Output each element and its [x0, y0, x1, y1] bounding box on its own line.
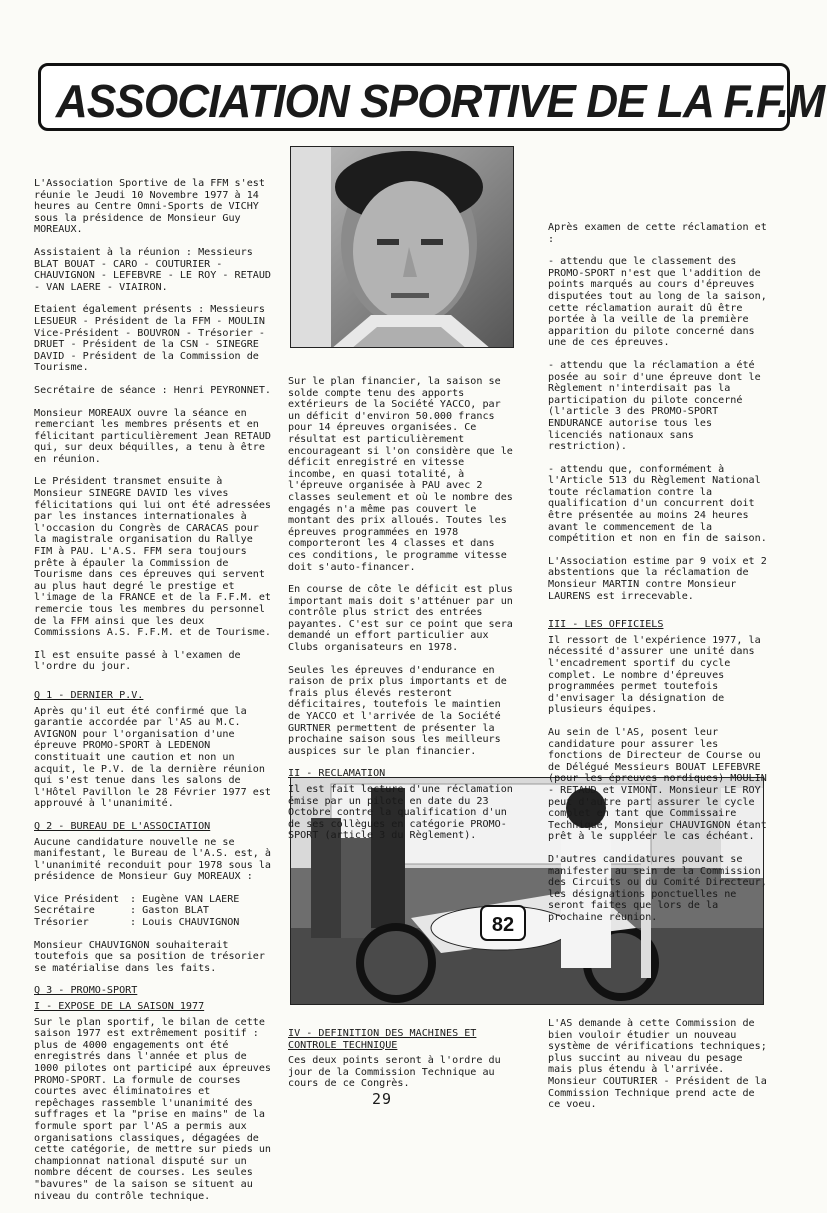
paragraph: Secrétaire de séance : Henri PEYRONNET.	[34, 384, 272, 396]
page-number: 29	[372, 1090, 393, 1108]
paragraph: Sur le plan sportif, le bilan de cette saison 1977 est extrêmement positif : plus de 4000 engagements ont été enregistrés dans l'année et plus de 1000 pilotes ont participé aux épreuves PROMO-SPORT. La formule de courses courtes avec éliminatoires et repêchages rassemble l'unanimité des suffrages et la "prise en mains" de la formule sport par l'AS a permis aux organisations classiques, dégagées de cette catégorie, de mettre sur pieds un championnat national disputé sur un nombre décent de courses. Les seules "bavures" de la saison se situent au niveau du contrôle technique.	[34, 1016, 272, 1202]
paragraph: Ces deux points seront à l'ordre du jour de la Commission Technique au cours de ce Congrès.	[288, 1055, 501, 1090]
paragraph: Il ressort de l'expérience 1977, la nécessité d'assurer une unité dans l'encadrement sportif du cycle complet. Le nombre d'épreuves programmées permet toutefois d'envisager la désignation de plusieurs équipes.	[548, 634, 761, 716]
paragraph: D'autres candidatures pouvant se manifester au sein de la Commission des Circuits ou du Comité Directeur, les désignations ponctuelles ne seront faites que lors de la prochaine réunion.	[548, 853, 767, 923]
paragraph: Au sein de l'AS, posent leur candidature pour assurer les fonctions de Directeur de Course ou de Délégué Messieurs BOUAT LEFEBVRE (pour les épreuves nordiques) MOULIN - RETAUD et VIMONT. Monsieur LE ROY peut d'autre part assurer le cycle complet en tant que Commissaire Technique, Monsieur CHAUVIGNON étant prêt à le suppléer le cas échéant.	[548, 726, 767, 843]
section-heading: Q 2 - BUREAU DE L'ASSOCIATION	[34, 820, 211, 832]
paragraph: Après examen de cette réclamation et :	[548, 222, 767, 245]
section-heading: II - RECLAMATION	[288, 768, 386, 780]
paragraph: Après qu'il eut été confirmé que la garantie accordée par l'AS au M.C. AVIGNON pour l'organisation d'une épreuve PROMO-SPORT à LEDENON constituait une caution et non un acquit, le P.V. de la dernière réunion qui s'est tenue dans les salons de l'Hôtel Pavillon le 28 Février 1977 est approuvé à l'unanimité.	[34, 705, 272, 810]
role-row: Secrétaire : Gaston BLAT	[34, 905, 210, 917]
section-heading: IV - DEFINITION DES MACHINES ET CONTROLE TECHNIQUE	[288, 1028, 477, 1051]
section-heading: III - LES OFFICIELS	[548, 619, 664, 631]
paragraph: Sur le plan financier, la saison se solde compte tenu des apports extérieurs de la Société YACCO, par un déficit d'environ 50.000 francs pour 14 épreuves organisées. Ce résultat est particulièrement encourageant si l'on considère que le déficit enregistré en vitesse incombe, en quasi totalité, à l'épreuve organisée à PAU avec 2 classes seulement et où le nombre des engagés n'a même pas couvert le montant des prix alloués. Toutes les épreuves programmées en 1978 comporteront les 4 classes et dans ces conditions, le programme vitesse doit s'auto-financer.	[288, 376, 513, 573]
paragraph: - attendu que la réclamation a été posée au soir d'une épreuve dont le Règlement n'interdisait pas la participation du pilote concerné (l'article 3 des PROMO-SPORT ENDURANCE autorise tous les licenciés nationaux sans restriction).	[548, 359, 761, 453]
paragraph: L'Association estime par 9 voix et 2 abstentions que la réclamation de Monsieur MARTIN contre Monsieur LAURENS est irrecevable.	[548, 555, 767, 602]
paragraph: Assistaient à la réunion : Messieurs BLAT BOUAT - CARO - COUTURIER - CHAUVIGNON - LEFEBVRE - LE ROY - RETAUD - VAN LAERE - VIAIRON.	[34, 246, 272, 293]
paragraph: Monsieur MOREAUX ouvre la séance en remerciant les membres présents et en félicitant particulièrement Jean RETAUD qui, sur deux béquilles, a tenu à être en réunion.	[34, 407, 272, 465]
section-heading: Q 3 - PROMO-SPORT	[34, 985, 138, 997]
portrait-photo	[290, 146, 514, 348]
column-left	[34, 178, 272, 1213]
paragraph: Il est ensuite passé à l'examen de l'ordre du jour.	[34, 649, 241, 673]
column-middle-lower	[288, 1028, 516, 1101]
paragraph: - attendu que le classement des PROMO-SPORT n'est que l'addition de points marqués au cours d'épreuves disputées tout au long de la saison, cette réclamation aurait dû être portée à la veille de la première apparition du pilote concerné dans une de ces épreuves.	[548, 256, 767, 349]
paragraph: L'AS demande à cette Commission de bien vouloir étudier un nouveau système de vérifications techniques; plus succint au niveau du pesage mais plus étendu à l'arrivée. Monsieur COUTURIER - Président de la Commission Technique prend acte de ce voeu.	[548, 1018, 767, 1111]
title-banner	[38, 63, 825, 131]
paragraph: Aucune candidature nouvelle ne se manifestant, le Bureau de l'A.S. est, à l'unanimité reconduit pour 1978 sous la présidence de Monsieur Guy MOREAUX :	[34, 836, 272, 883]
paragraph: L'Association Sportive de la FFM s'est réunie le Jeudi 10 Novembre 1977 à 14 heures au Centre Omni-Sports de VICHY sous la présidence de Monsieur Guy MOREAUX.	[34, 178, 265, 236]
page-title: ASSOCIATION SPORTIVE DE LA F.F.M	[55, 75, 825, 127]
race-number: 82	[491, 914, 515, 936]
subsection-heading: I - EXPOSE DE LA SAISON 1977	[34, 1001, 205, 1013]
column-middle	[288, 376, 516, 853]
paragraph: Le Président transmet ensuite à Monsieur SINEGRE DAVID les vives félicitations qui lui ont été adressées par les instances internationales à l'occasion du Congrès de CARACAS pour la magistrale organisation du Rallye FIM à PAU. L'A.S. FFM sera toujours prête à épauler la Commission de Tourisme dans ces épreuves qui servent au plus haut degré le prestige et l'image de la FRANCE et de la F.F.M. et remercie tous les membres du personnel de la FFM ainsi que les deux Commissions A.S. F.F.M. et de Tourisme.	[34, 476, 272, 639]
column-right	[548, 222, 768, 934]
role-row: Trésorier : Louis CHAUVIGNON	[34, 917, 240, 929]
paragraph: Il est fait lecture d'une réclamation émise par un pilote en date du 23 Octobre contre la qualification d'un de ses collègues en catégorie PROMO-SPORT (article 3 du Règlement).	[288, 784, 513, 842]
paragraph: Seules les épreuves d'endurance en raison de prix plus importants et de frais plus élevés resteront déficitaires, toutefois le maintien de YACCO et l'arrivée de la Société GURTNER permettent de présenter la prochaine saison sous les meilleurs auspices sur le plan financier.	[288, 664, 507, 757]
paragraph: En course de côte le déficit est plus important mais doit s'atténuer par un contrôle plus strict des entrées payantes. C'est sur ce point que sera demandé un effort particulier aux Clubs organisateurs en 1978.	[288, 584, 513, 654]
bureau-roles	[34, 894, 272, 929]
column-right-lower	[548, 1018, 768, 1122]
paragraph: Monsieur CHAUVIGNON souhaiterait toutefois que sa position de trésorier se matérialise dans les faits.	[34, 939, 265, 974]
role-row: Vice Président : Eugène VAN LAERE	[34, 893, 240, 905]
section-heading: Q 1 - DERNIER P.V.	[34, 689, 144, 701]
paragraph: - attendu que, conformément à l'Article 513 du Règlement National toute réclamation contre la qualification d'un concurrent doit être présentée au moins 24 heures avant le commencement de la compétition et non en fin de saison.	[548, 463, 767, 545]
paragraph: Etaient également présents : Messieurs LESUEUR - Président de la FFM - MOULIN Vice-Président - BOUVRON - Trésorier - DRUET - Président de la CSN - SINEGRE DAVID - Président de la Commission de Tourisme.	[34, 304, 265, 374]
portrait-image	[291, 147, 514, 348]
